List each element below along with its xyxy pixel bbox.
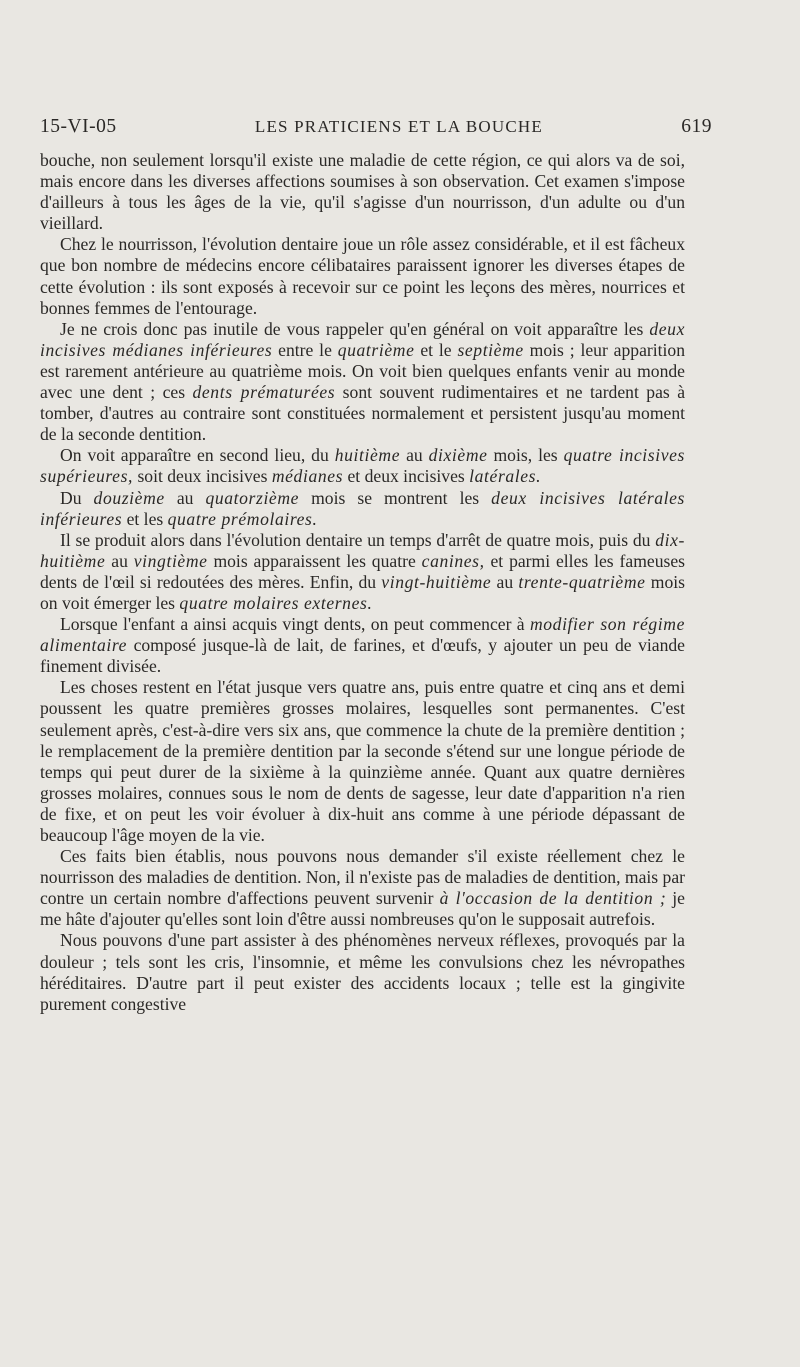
italic-run: trente-quatrième [518, 571, 646, 592]
italic-run: latérales. [469, 466, 542, 487]
italic-run: quatre incisives supérieures, [40, 445, 685, 487]
text-run: Ces faits bien établis, nous pouvons nous demander s'il existe réellement chez le nourrisson des maladies de dentition. Non, il n'existe pas de maladies de dentition, mais par contre un certain nombre d'affections peuvent survenir [40, 846, 685, 909]
paragraph [40, 488, 685, 530]
italic-run: médianes [271, 466, 344, 487]
paragraph [40, 234, 685, 318]
text-run: et parmi elles les fameuses dents de l'œil si redoutées des mères. Enfin, du [40, 550, 685, 592]
italic-run: quatrième [337, 339, 415, 360]
text-run: Du [60, 487, 94, 508]
text-run: composé jusque-là de lait, de farines, et d'œufs, y ajouter un peu de viande finement divisée. [40, 635, 685, 677]
paragraph [40, 319, 685, 446]
text-run: mois se montrent les [299, 487, 492, 508]
text-run: mois ; leur apparition est rarement antérieure au quatrième mois. On voit bien quelques enfants venir au monde avec une dent ; ces [40, 339, 685, 403]
text-run: bouche, non seulement lorsqu'il existe une maladie de cette région, ce qui alors va de soi, mais encore dans les diverses affections soumises à son observation. Cet examen s'impose d'ailleurs à tous les âges de la vie, qu'il s'agisse d'un nourrisson, d'un adulte ou d'un vieillard. [40, 150, 685, 234]
italic-run: canines, [421, 550, 485, 571]
text-run: et deux incisives [343, 466, 470, 487]
paragraph [40, 846, 685, 930]
paragraph [40, 677, 685, 846]
text-run: Les choses restent en l'état jusque vers quatre ans, puis entre quatre et cinq ans et demi poussent les quatre premières grosses molaires, lesquelles sont permanentes. C'est seulement après, c'est-à-dire vers six ans, que commence la chute de la première dentition ; le remplacement de la première dentition par la seconde s'étend sur une longue période de temps qui peut durer de la sixième à la quinzième année. Quant aux quatre dernières grosses molaires, connues sous le nom de dents de sagesse, leur date d'apparition n'a rien de fixe, et on peut les voir évoluer à dix-huit ans comme à une période dépassant de beaucoup l'âge moyen de la vie. [40, 677, 685, 845]
text-run: au [491, 571, 519, 592]
text-run: Lorsque l'enfant a ainsi acquis vingt dents, on peut commencer à [60, 614, 530, 635]
text-run: Chez le nourrisson, l'évolution dentaire joue un rôle assez considérable, et il est fâcheux que bon nombre de médecins encore célibataires paraissent ignorer les diverses étapes de cette évolution : ils sont exposés à recevoir sur ce point les leçons des mères, nourrices et bonnes femmes de l'entourage. [40, 234, 685, 318]
text-run: je me hâte d'ajouter qu'elles sont loin d'être aussi nombreuses qu'on le supposait autrefois. [40, 888, 685, 930]
italic-run: dents prématurées [192, 382, 336, 403]
text-run: mois on voit émerger les [40, 571, 685, 613]
paragraph [40, 614, 685, 677]
italic-run: deux incisives médianes inférieures [40, 318, 685, 360]
text-run: On voit apparaître en second lieu, du [60, 445, 335, 466]
italic-run: dix-huitième [40, 529, 685, 571]
paragraph [40, 530, 685, 614]
italic-run: dixième [428, 445, 488, 466]
text-run: au [164, 487, 206, 508]
italic-run: à l'occasion de la dentition ; [439, 888, 667, 909]
italic-run: modifier son régime alimentaire [40, 614, 685, 656]
text-run: au [400, 445, 429, 466]
text-run: Nous pouvons d'une part assister à des phénomènes nerveux réflexes, provoqués par la douleur ; tels sont les cris, l'insomnie, et même les convulsions chez les névropathes héréditaires. D'autre part il peut exister des accidents locaux ; telle est la gingivite purement congestive [40, 930, 685, 1014]
italic-run: quatre molaires externes. [179, 592, 373, 613]
paragraph [40, 445, 685, 487]
italic-run: septième [457, 339, 524, 360]
italic-run: quatorzième [205, 487, 300, 508]
text-run: soit deux incisives [133, 466, 272, 487]
paragraph [40, 150, 685, 234]
body-text [40, 150, 685, 1015]
running-header [40, 116, 712, 138]
text-run: et les [122, 508, 168, 529]
italic-run: deux incisives latérales inférieures [40, 487, 686, 529]
header-title: LES PRATICIENS ET LA BOUCHE [254, 117, 543, 136]
italic-run: vingtième [133, 550, 208, 571]
text-run: Il se produit alors dans l'évolution dentaire un temps d'arrêt de quatre mois, puis du [60, 529, 656, 550]
header-date: 15-VI-05 [40, 116, 117, 137]
text-run: au [105, 550, 134, 571]
italic-run: douzième [93, 487, 165, 508]
text-run: sont souvent rudimentaires et ne tardent pas à tomber, d'autres au contraire sont constituées normalement et persistent jusqu'au moment de la seconde dentition. [40, 382, 685, 445]
italic-run: huitième [334, 445, 401, 466]
paragraph [40, 930, 685, 1014]
text-run: entre le [272, 339, 338, 360]
text-run: Je ne crois donc pas inutile de vous rappeler qu'en général on voit apparaître les [60, 318, 650, 339]
italic-run: vingt-huitième [381, 571, 492, 592]
text-run: mois, les [487, 445, 564, 466]
page-number: 619 [681, 116, 712, 137]
italic-run: quatre prémolaires. [167, 508, 318, 529]
text-run: mois apparaissent les quatre [207, 550, 422, 571]
text-run: et le [414, 339, 458, 360]
